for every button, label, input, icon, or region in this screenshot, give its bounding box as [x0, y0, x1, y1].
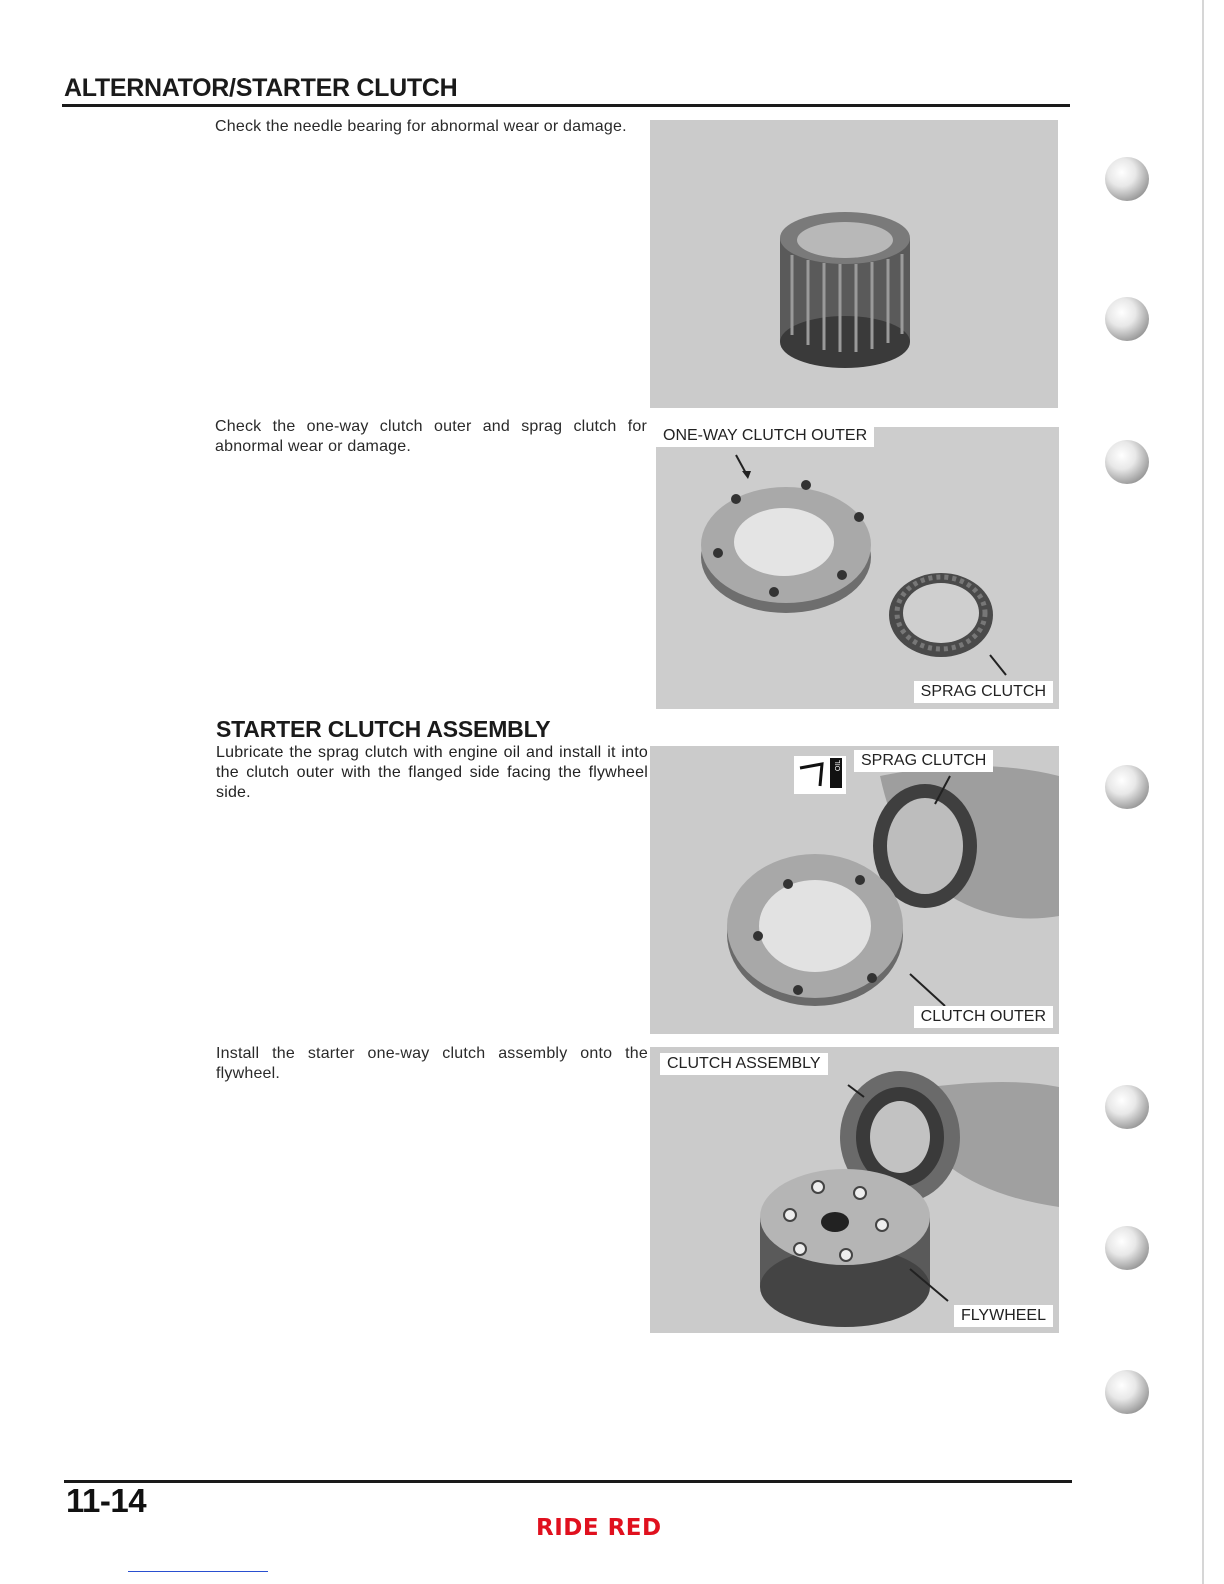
oil-symbol-text: OIL — [835, 759, 843, 772]
binder-hole-dot — [1105, 157, 1149, 201]
step-install-clutch-assembly: Install the starter one-way clutch assembly onto the flywheel. — [216, 1045, 648, 1082]
binder-hole-dot — [1105, 440, 1149, 484]
label-sprag-clutch: SPRAG CLUTCH — [914, 681, 1053, 703]
figure-one-way-clutch — [656, 427, 1059, 709]
sprag-install-illustration — [650, 746, 1059, 1034]
footer-rule — [64, 1480, 1072, 1483]
figure-install-on-flywheel — [650, 1047, 1059, 1333]
step-needle-bearing: Check the needle bearing for abnormal wear or damage. — [215, 118, 627, 135]
binder-hole-dot — [1105, 765, 1149, 809]
binder-hole-dot — [1105, 1370, 1149, 1414]
step-one-way-clutch: Check the one-way clutch outer and sprag clutch for abnormal wear or damage. — [215, 418, 647, 455]
subheading-starter-clutch-assembly: STARTER CLUTCH ASSEMBLY — [216, 716, 551, 742]
label-clutch-assembly: CLUTCH ASSEMBLY — [660, 1053, 828, 1075]
step-lubricate-sprag: Lubricate the sprag clutch with engine oil and install it into the clutch outer with the flanged side facing the flywheel side. — [216, 744, 648, 801]
label-one-way-clutch-outer: ONE-WAY CLUTCH OUTER — [656, 427, 874, 447]
brand-logo-text: RIDE RED — [536, 1515, 662, 1541]
binder-hole-dot — [1105, 1085, 1149, 1129]
section-title: ALTERNATOR/STARTER CLUTCH — [64, 74, 458, 102]
page-number: 11-14 — [66, 1482, 147, 1519]
label-flywheel: FLYWHEEL — [954, 1305, 1053, 1327]
binder-hole-dot — [1105, 297, 1149, 341]
flywheel-install-illustration — [650, 1047, 1059, 1333]
label-clutch-outer: CLUTCH OUTER — [914, 1006, 1053, 1028]
page-edge-line — [1202, 0, 1204, 1584]
label-sprag-clutch-install: SPRAG CLUTCH — [854, 750, 993, 772]
figure-needle-bearing — [650, 120, 1058, 408]
binder-hole-dot — [1105, 1226, 1149, 1270]
clutch-outer-sprag-illustration — [656, 427, 1059, 709]
needle-bearing-illustration — [650, 120, 1058, 408]
footer-link-underline — [128, 1571, 268, 1572]
header-rule — [62, 104, 1070, 107]
figure-install-sprag — [650, 746, 1059, 1034]
